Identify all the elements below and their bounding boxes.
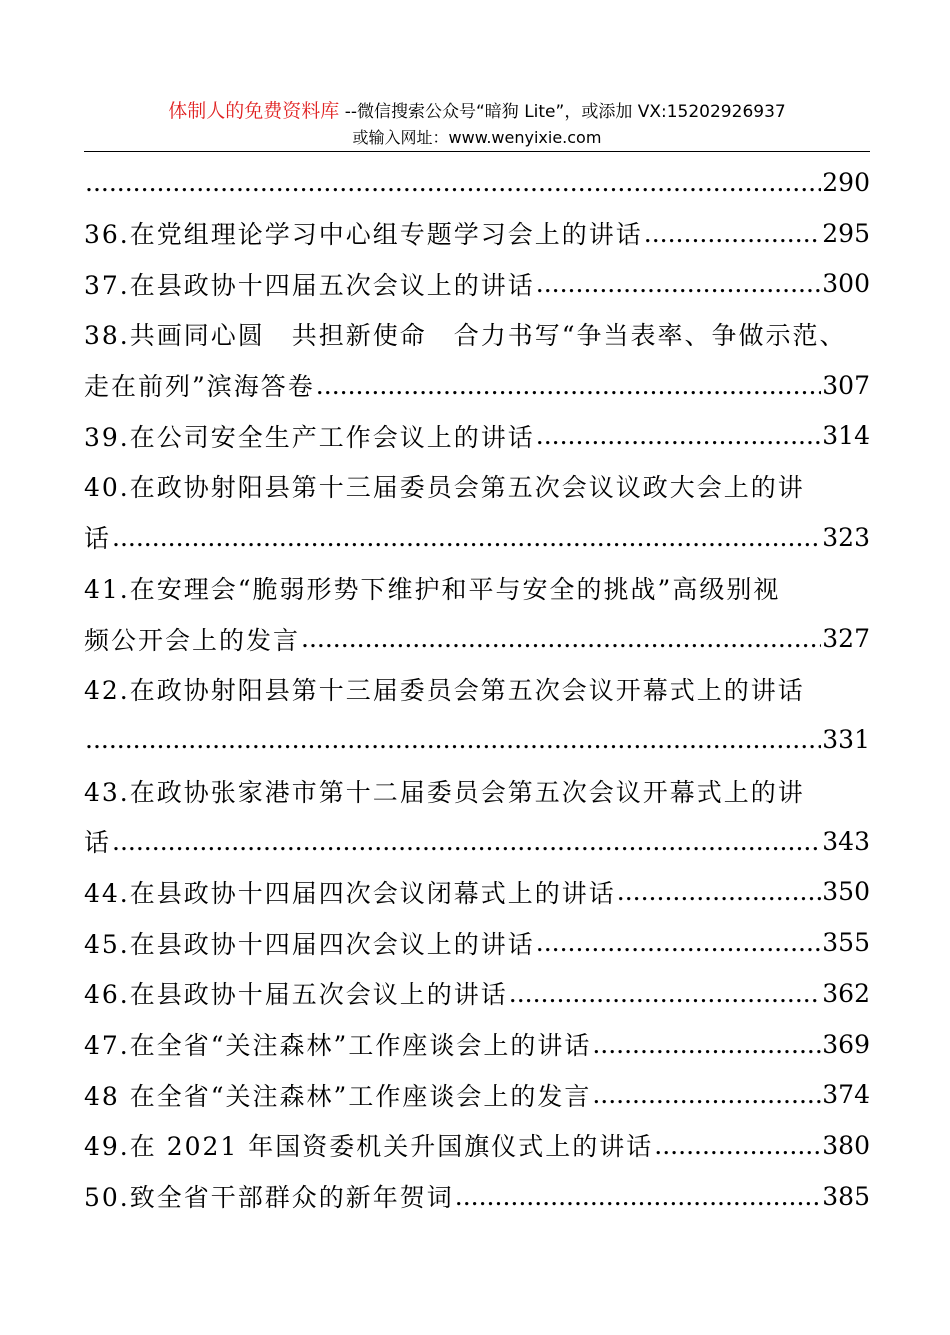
toc-entry-page: 295 [822, 218, 870, 248]
toc-entry-page: 369 [822, 1029, 870, 1059]
toc-leader [455, 1182, 822, 1211]
toc-entry-title: 45.在县政协十四届四次会议上的讲话 [84, 929, 535, 959]
toc-leader [85, 725, 821, 754]
toc-leader [617, 877, 822, 906]
toc-entry-page: 380 [822, 1130, 870, 1160]
toc-entry-continued[interactable] [84, 816, 870, 867]
toc-leader [85, 168, 821, 197]
toc-leader [301, 624, 821, 653]
toc-entry-page: 327 [822, 624, 870, 654]
toc-entry-page: 362 [822, 978, 870, 1008]
toc-entry[interactable] [84, 968, 870, 1019]
toc-entry-title: 44.在县政协十四届四次会议闭幕式上的讲话 [84, 878, 616, 908]
toc-entry-title: 37.在县政协十四届五次会议上的讲话 [84, 270, 535, 300]
toc-entry[interactable] [84, 157, 870, 208]
toc-entry-title: 43.在政协张家港市第十二届委员会第五次会议开幕式上的讲 [84, 777, 805, 807]
toc-leader [509, 979, 822, 1008]
toc-entry-page: 331 [822, 725, 870, 755]
toc-entry-continued[interactable] [84, 613, 870, 664]
toc-entry-title: 39.在公司安全生产工作会议上的讲话 [84, 422, 535, 452]
toc-entry-title: 走在前列”滨海答卷 [84, 372, 315, 402]
toc-entry-title: 50.致全省干部群众的新年贺词 [84, 1183, 454, 1213]
toc-entry[interactable] [84, 917, 870, 968]
toc-entry-page: 300 [822, 269, 870, 299]
toc-entry-page: 290 [822, 167, 870, 197]
toc-entry[interactable] [84, 410, 870, 461]
toc-entry[interactable] [84, 309, 870, 360]
toc-entry-page: 307 [822, 370, 870, 400]
toc-leader [536, 269, 822, 298]
toc-entry[interactable] [84, 664, 870, 715]
header-website: 或输入网址：www.wenyixie.com [352, 128, 602, 147]
toc-leader [644, 219, 822, 248]
toc-entry[interactable] [84, 1019, 870, 1070]
toc-entry-page: 355 [822, 928, 870, 958]
toc-entry-continued[interactable] [84, 512, 870, 563]
header-divider [84, 151, 870, 152]
toc-entry-title: 48 在全省“关注森林”工作座谈会上的发言 [84, 1081, 592, 1111]
toc-leader [654, 1131, 821, 1160]
toc-entry[interactable] [84, 563, 870, 614]
toc-entry[interactable] [84, 1069, 870, 1120]
toc-entry-title: 话 [84, 524, 112, 554]
toc-entry-continued[interactable] [84, 360, 870, 411]
toc-entry-continued[interactable] [84, 715, 870, 766]
toc-entry-title: 41.在安理会“脆弱形势下维护和平与安全的挑战”高级别视 [84, 574, 781, 604]
toc-entry-page: 385 [822, 1181, 870, 1211]
page-header [84, 98, 870, 151]
toc-entry-page: 343 [822, 826, 870, 856]
toc-entry-title: 36.在党组理论学习中心组专题学习会上的讲话 [84, 220, 643, 250]
header-red-title: 体制人的免费资料库 [168, 100, 340, 122]
toc-entry-title: 49.在 2021 年国资委机关升国旗仪式上的讲话 [84, 1132, 654, 1162]
toc-entry-page: 374 [822, 1080, 870, 1110]
toc-entry-title: 话 [84, 828, 112, 858]
toc-entry-title: 42.在政协射阳县第十三届委员会第五次会议开幕式上的讲话 [84, 676, 805, 706]
toc-entry-page: 350 [822, 877, 870, 907]
toc-leader [536, 421, 822, 450]
toc-leader [536, 928, 822, 957]
toc-entry-page: 314 [822, 421, 870, 451]
toc-entry[interactable] [84, 765, 870, 816]
toc-entry-title: 40.在政协射阳县第十三届委员会第五次会议议政大会上的讲 [84, 473, 805, 503]
toc-leader [112, 523, 821, 552]
toc-leader [592, 1030, 821, 1059]
toc-entry-title: 47.在全省“关注森林”工作座谈会上的讲话 [84, 1031, 592, 1061]
toc-entry-title: 频公开会上的发言 [84, 625, 301, 655]
toc-entry[interactable] [84, 208, 870, 259]
toc-entry[interactable] [84, 461, 870, 512]
toc-entry[interactable] [84, 1120, 870, 1171]
toc-entry-title: 38.共画同心圆 共担新使命 合力书写“争当表率、争做示范、 [84, 321, 847, 351]
table-of-contents [84, 157, 870, 1221]
header-contact: --微信搜索公众号“暗狗 Lite”，或添加 VX:15202926937 [339, 102, 786, 122]
toc-entry-title: 46.在县政协十届五次会议上的讲话 [84, 980, 508, 1010]
header-line-1 [84, 98, 870, 125]
toc-leader [316, 371, 821, 400]
toc-entry[interactable] [84, 1171, 870, 1222]
toc-entry[interactable] [84, 867, 870, 918]
toc-leader [592, 1080, 821, 1109]
toc-leader [112, 827, 821, 856]
toc-entry-page: 323 [822, 522, 870, 552]
toc-entry[interactable] [84, 258, 870, 309]
